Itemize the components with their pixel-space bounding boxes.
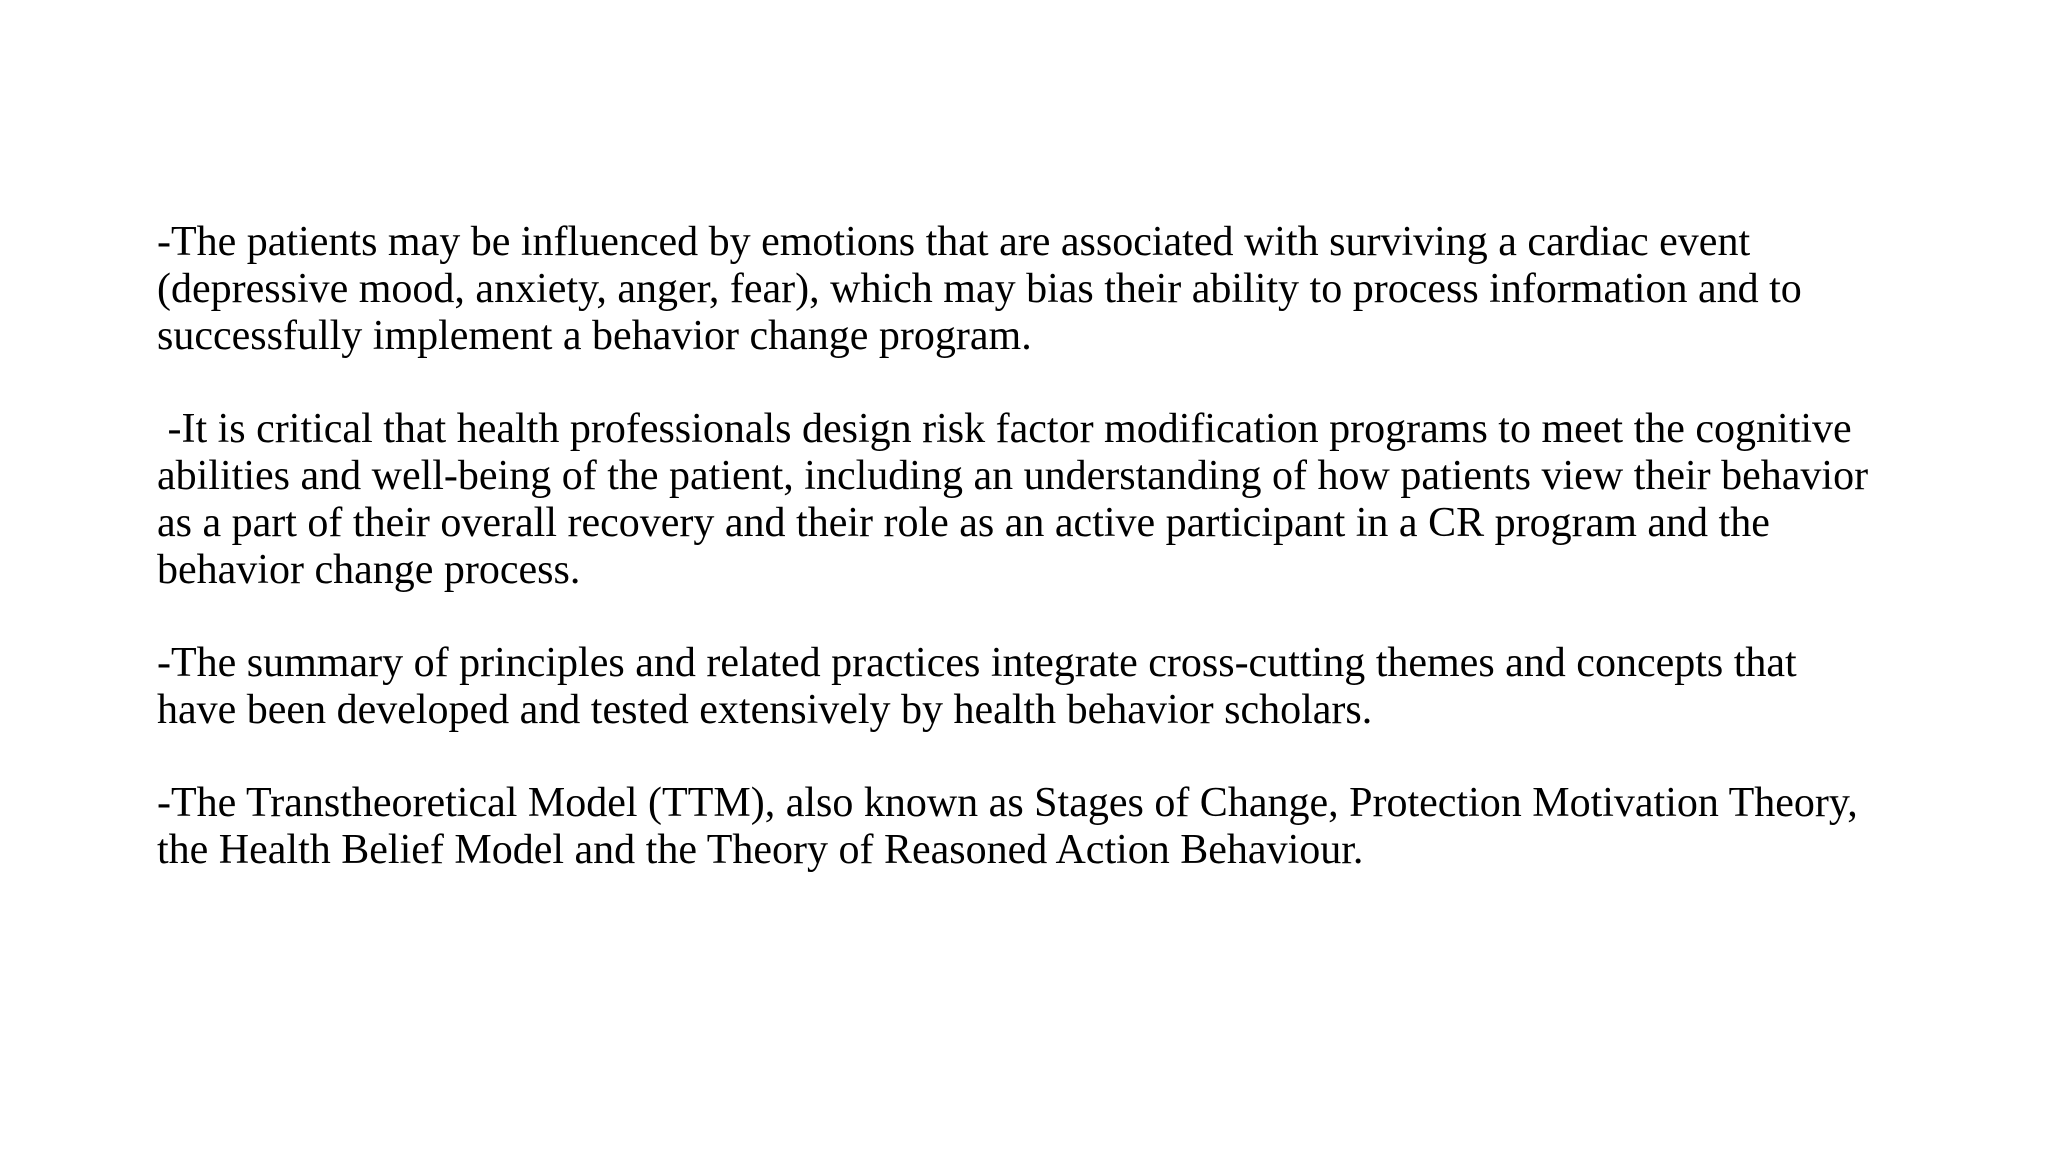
paragraph-line: as a part of their overall recovery and their role as an active participant in a CR program and the — [157, 500, 1770, 546]
paragraph-principles-summary — [157, 640, 1917, 734]
paragraph-line: behavior change process. — [157, 547, 581, 593]
paragraph-line: -The Transtheoretical Model (TTM), also known as Stages of Change, Protection Motivation Theory, — [157, 780, 1858, 826]
paragraph-line: -It is critical that health professionals design risk factor modification programs to meet the cognitive — [157, 406, 1852, 452]
paragraph-line: the Health Belief Model and the Theory of Reasoned Action Behaviour. — [157, 827, 1364, 873]
paragraph-emotions — [157, 219, 1917, 360]
paragraph-line: have been developed and tested extensively by health behavior scholars. — [157, 687, 1373, 733]
paragraph-line: successfully implement a behavior change program. — [157, 313, 1032, 359]
paragraph-line: -The patients may be influenced by emotions that are associated with surviving a cardiac event — [157, 219, 1751, 265]
paragraph-program-design — [157, 406, 1917, 594]
paragraph-line: abilities and well-being of the patient, including an understanding of how patients view their behavior — [157, 453, 1869, 499]
paragraph-line: (depressive mood, anxiety, anger, fear), which may bias their ability to process information and to — [157, 266, 1802, 312]
paragraph-line: -The summary of principles and related practices integrate cross-cutting themes and concepts that — [157, 640, 1797, 686]
slide-body-text — [157, 219, 1917, 874]
paragraph-behavior-models — [157, 780, 1917, 874]
